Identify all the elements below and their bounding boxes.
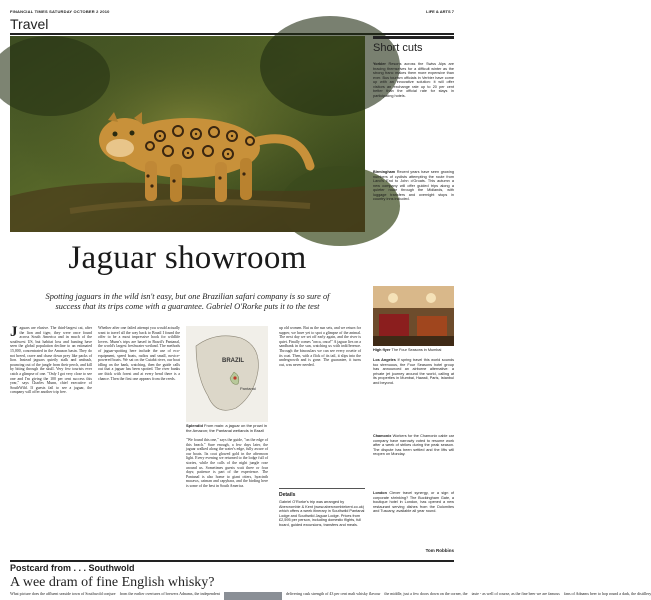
- article-column-2: [98, 326, 180, 556]
- sidebar-item-text: Recent years have seen growing numbers of cyclists attempting the route from Land's End to John o'Groats. This autumn a new company will offer guided trips along a quieter route through the Midlands, with luggage transfers and overnight stops in country inns included.: [373, 170, 454, 201]
- details-heading: Details: [279, 492, 296, 498]
- column-4-text: up old women. But as the sun sets, and we return for supper, we have yet to spot a glimpse of the animal. The next day we set off early again, and the river is quiet. Finally comes "onca, onca!" A jaguar lies on a sandbank in the sun, watching us with indifference. Through the binoculars we can see every rosette of its coat. Then, with a flick of its tail, it slips into the undergrowth and is gone. The guarantee, it turns out, was never needed.: [279, 326, 361, 367]
- map-caption-bold: Splendid: [186, 423, 203, 428]
- map-area-label: Pantanal: [240, 386, 256, 391]
- postcard-label: Postcard from . . . Southwold: [10, 563, 135, 573]
- map-caption-text: From main: a jaguar on the prowl in the Amazon; the Pantanal wetlands in Brazil: [186, 423, 267, 433]
- sidebar-hotel-photo: [373, 286, 454, 346]
- drop-cap: J: [10, 324, 18, 340]
- masthead-section-label: LIFE & ARTS 7: [426, 8, 454, 14]
- column-1-text: aguars are elusive. The third-largest cat, after the lion and tiger, they were once found across South America and in much of the southwest US, but habitat loss and hunting have seen the global population decline to an estimated 15,000, concentrated in the Amazon basin. They do not breed, crave and chase down prey like packs of lion. Instead jaguars quietly stalk and ambush, pouncing out of the jungle from their perch, and kill by biting through the skull. Very few tourists ever catch a glimpse of one. "Only I got very close to see one and I'm giving the 100 per cent success this year," says Charles Munn, chief executive of SouthWild. If guests fail to see a jaguar, the company will offer another trip free.: [10, 326, 92, 395]
- postcard-columns: [10, 591, 651, 600]
- jaguar-photo: [10, 36, 365, 232]
- sidebar-item-text: Clever travel synergy, or a sign of corporate shrinking? The Buckingham Gate, a boutique hotel in London, has opened a new restaurant serving dishes from the Dolomites and Tuscany, available all year round.: [373, 491, 454, 513]
- sidebar-photo-caption-text: The Four Seasons in Mumbai: [391, 348, 442, 352]
- sidebar-item-london: [373, 491, 454, 543]
- details-box: [279, 488, 365, 556]
- column-2-text: Whether after one failed attempt you would actually want to travel all the way back to Brazil I found the offer to be a most impressive hook for wildlife lovers. Munn's trips are based in Brazil's Pantanal, the world's largest freshwater wetland. The methods of jaguar-spotting here include the use of eco-equipment, speed boats, radios and small, novice-powered boats. We sat on the Cuiabá river, our boat idling on the bank, watching, then the guide calls out that a jaguar has been spotted. The river banks are thick with forest and at every bend there is a chance. Then the first one appears from the reeds.: [98, 326, 180, 381]
- article-headline: Jaguar showroom: [68, 240, 307, 276]
- sidebar-item-los-angeles: [373, 358, 454, 430]
- sidebar-item-birmingham: [373, 170, 454, 282]
- sidebar-item-text: Resorts across the Swiss Alps are bracing themselves for a difficult winter as the strong franc makes them more expensive than ever. Bus tourism officials in Verbier have come up with an innovative solution: it will offer visitors an exchange rate up to 20 per cent better than the official rate for stays in participating hotels.: [373, 62, 454, 98]
- article-standfirst: Spotting jaguars in the wild isn't easy, but one Brazilian safari company is so sure of success that its trips come with a guarantee. Gabriel O'Rorke puts it to the test: [45, 292, 330, 311]
- details-text: Gabriel O'Rorke's trip was arranged by Abercrombie & Kent (www.abercrombiekent.co.uk) which offers a week itinerary in Southwild Pantanal Lodge and Southwild Jaguar Lodge. Prices from £2,595 per person, including domestic flights, full board, guided excursions, transfers and meals.: [279, 500, 365, 527]
- sidebar-photo-caption: [373, 348, 454, 353]
- sidebar-item-place: Birmingham: [373, 170, 396, 174]
- sidebar-item-place: Chamonix: [373, 434, 392, 438]
- sidebar-photo-caption-bold: High flyer: [373, 348, 391, 352]
- sidebar-item-text: Workers for the Chamonix cable car company have narrowly voted to resume work after a week of strikes during the peak season. The dispute has been settled and the lifts will reopen on Monday.: [373, 434, 455, 456]
- postcard-column-6: fans of Adnams beer to hop round a dark, the distillery: [563, 591, 651, 596]
- article-column-3: [186, 438, 268, 556]
- postcard-column-1: What picture does the affluent seaside town of Southwold conjure: [10, 591, 116, 596]
- postcard-rule: [10, 560, 454, 562]
- map-country-label: BRAZIL: [222, 358, 244, 364]
- postcard-column-3: delivering cask strength of 43 per cent malt whisky flavour: [285, 591, 381, 596]
- sidebar-title: Short cuts: [373, 36, 454, 56]
- postcard-column-2: from the earlier overtures of brewers Adnams, the independent: [119, 591, 220, 596]
- sidebar-item-text: If spring travel this world sounds too strenuous, the Four Seasons hotel group has announced an airborne alternative: a private jet journey around the world, calling at its properties in Mumbai, Hawaii, Paris, Istanbul and beyond.: [373, 358, 454, 385]
- postcard-column-4: the middle, just a few doors down on the corner, the: [384, 591, 468, 596]
- author-byline: Tom Robbins: [425, 548, 454, 553]
- top-rule: [10, 33, 454, 35]
- section-title: Travel: [10, 16, 49, 32]
- masthead: [10, 6, 454, 16]
- masthead-paper-date: FINANCIAL TIMES SATURDAY OCTOBER 2 2010: [10, 8, 110, 14]
- sidebar-item-chamonix: [373, 434, 454, 486]
- sidebar-item-yorkier: [373, 62, 454, 167]
- location-map: [186, 326, 268, 422]
- postcard-photo: [224, 592, 282, 600]
- postcard-column-5: taste - as well of course, as the fine beer we are famous: [471, 591, 560, 596]
- article-column-1: [10, 326, 92, 556]
- sidebar-item-place: Los Angeles: [373, 358, 396, 362]
- short-cuts-sidebar: [373, 36, 454, 556]
- sidebar-item-place: Yorkier: [373, 62, 386, 66]
- sidebar-item-place: London: [373, 491, 387, 495]
- map-caption: [186, 424, 268, 433]
- column-3-text: "We found this one," says the guide, "on the edge of this beach." Sure enough, a few days later, the jaguar walked along the water's edge, fully aware of our boats. Its coat glowed gold in the afternoon light. Every evening we returned to the lodge full of stories, while the calls of the night jungle rose around us. Sometimes guests wait three or four days; patience is part of the experience. The Pantanal is also home to giant otters, hyacinth macaws, caiman and capybara, and the birding here is some of the best in South America.: [186, 438, 268, 488]
- postcard-headline: A wee dram of fine English whisky?: [10, 575, 215, 590]
- article-column-4: [279, 326, 361, 484]
